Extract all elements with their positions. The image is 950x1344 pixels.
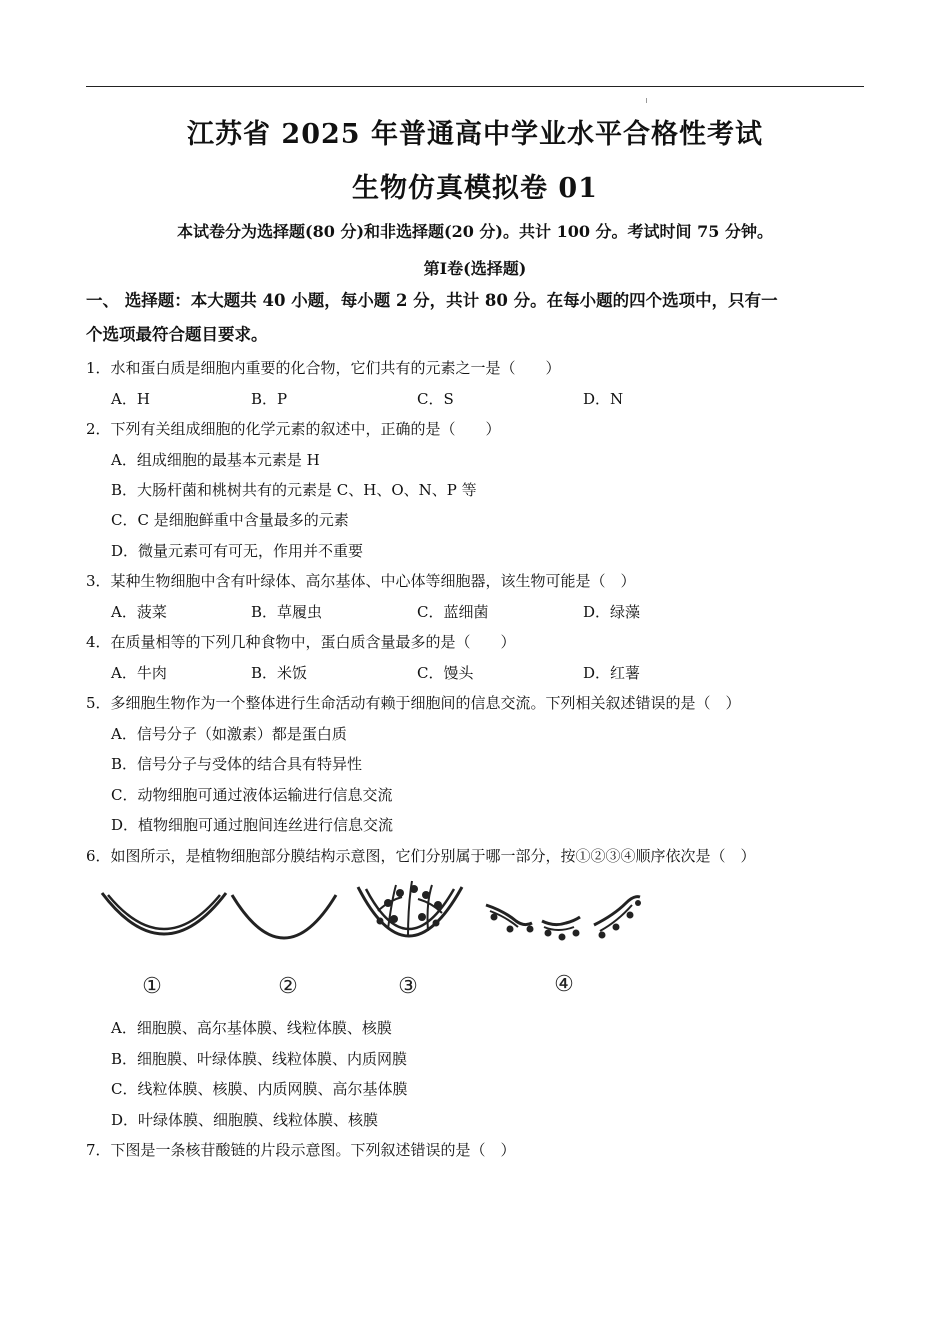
option-a: A．组成细胞的最基本元素是 H: [111, 451, 320, 469]
exam-intro: 本试卷分为选择题(80 分)和非选择题(20 分)。共计 100 分。考试时间 75 分钟。: [177, 222, 773, 241]
option-a: A．信号分子（如激素）都是蛋白质: [111, 725, 347, 743]
option-c: C．C 是细胞鲜重中含量最多的元素: [111, 511, 349, 529]
option-a: A．牛肉: [111, 664, 167, 682]
exam-title: 江苏省 2025 年普通高中学业水平合格性考试: [187, 119, 763, 150]
question-7-stem: 7．下图是一条核苷酸链的片段示意图。下列叙述错误的是（ ）: [86, 1141, 516, 1159]
membrane-3-drawing: [358, 881, 462, 937]
question-3-stem: 3．某种生物细胞中含有叶绿体、高尔基体、中心体等细胞器，该生物可能是（ ）: [86, 572, 636, 590]
option-b: B．米饭: [251, 664, 308, 682]
volume-heading: 第Ⅰ卷(选择题): [423, 259, 527, 278]
top-rule: [86, 86, 864, 87]
option-c: C．S: [417, 390, 454, 408]
question-1-stem: 1．水和蛋白质是细胞内重要的化合物，它们共有的元素之一是（ ）: [86, 359, 561, 377]
option-d: D．微量元素可有可无，作用并不重要: [111, 542, 364, 560]
membrane-structure-figure: [96, 875, 656, 1005]
option-c: C．动物细胞可通过液体运输进行信息交流: [111, 786, 393, 804]
figure-label-1: ①: [142, 974, 162, 999]
question-2-stem: 2．下列有关组成细胞的化学元素的叙述中，正确的是（ ）: [86, 420, 501, 438]
option-c: C．线粒体膜、核膜、内质网膜、高尔基体膜: [111, 1080, 408, 1098]
option-b: B．P: [251, 390, 288, 408]
option-d: D．红薯: [583, 664, 641, 682]
figure-label-2: ②: [278, 974, 298, 999]
question-5-stem: 5．多细胞生物作为一个整体进行生命活动有赖于细胞间的信息交流。下列相关叙述错误的是（ ）: [86, 694, 741, 712]
membrane-1-drawing: [102, 893, 226, 934]
question-4-stem: 4．在质量相等的下列几种食物中，蛋白质含量最多的是（ ）: [86, 633, 516, 651]
membrane-2-drawing: [232, 895, 336, 938]
section-instruction-line2: 个选项最符合题目要求。: [86, 325, 268, 344]
figure-label-3: ③: [398, 974, 418, 999]
figure-label-4: ④: [554, 972, 574, 997]
option-a: A．细胞膜、高尔基体膜、线粒体膜、核膜: [111, 1019, 392, 1037]
exam-subtitle: 生物仿真模拟卷 01: [352, 173, 598, 204]
scan-mark: [646, 98, 647, 103]
option-a: A．菠菜: [111, 603, 167, 621]
option-d: D．绿藻: [583, 603, 641, 621]
option-d: D．植物细胞可通过胞间连丝进行信息交流: [111, 816, 394, 834]
option-a: A．H: [111, 390, 150, 408]
option-c: C．馒头: [417, 664, 474, 682]
option-d: D．N: [583, 390, 624, 408]
option-b: B．细胞膜、叶绿体膜、线粒体膜、内质网膜: [111, 1050, 408, 1068]
option-b: B．信号分子与受体的结合具有特异性: [111, 755, 363, 773]
option-b: B．大肠杆菌和桃树共有的元素是 C、H、O、N、P 等: [111, 481, 477, 499]
option-c: C．蓝细菌: [417, 603, 489, 621]
section-instruction-line1: 一、 选择题：本大题共 40 小题，每小题 2 分，共计 80 分。在每小题的四个选项中，只有一: [86, 291, 778, 310]
option-b: B．草履虫: [251, 603, 323, 621]
option-d: D．叶绿体膜、细胞膜、线粒体膜、核膜: [111, 1111, 379, 1129]
membrane-4-drawing: [486, 897, 641, 941]
question-6-stem: 6．如图所示，是植物细胞部分膜结构示意图，它们分别属于哪一部分，按①②③④顺序依次是（ ）: [86, 847, 756, 865]
